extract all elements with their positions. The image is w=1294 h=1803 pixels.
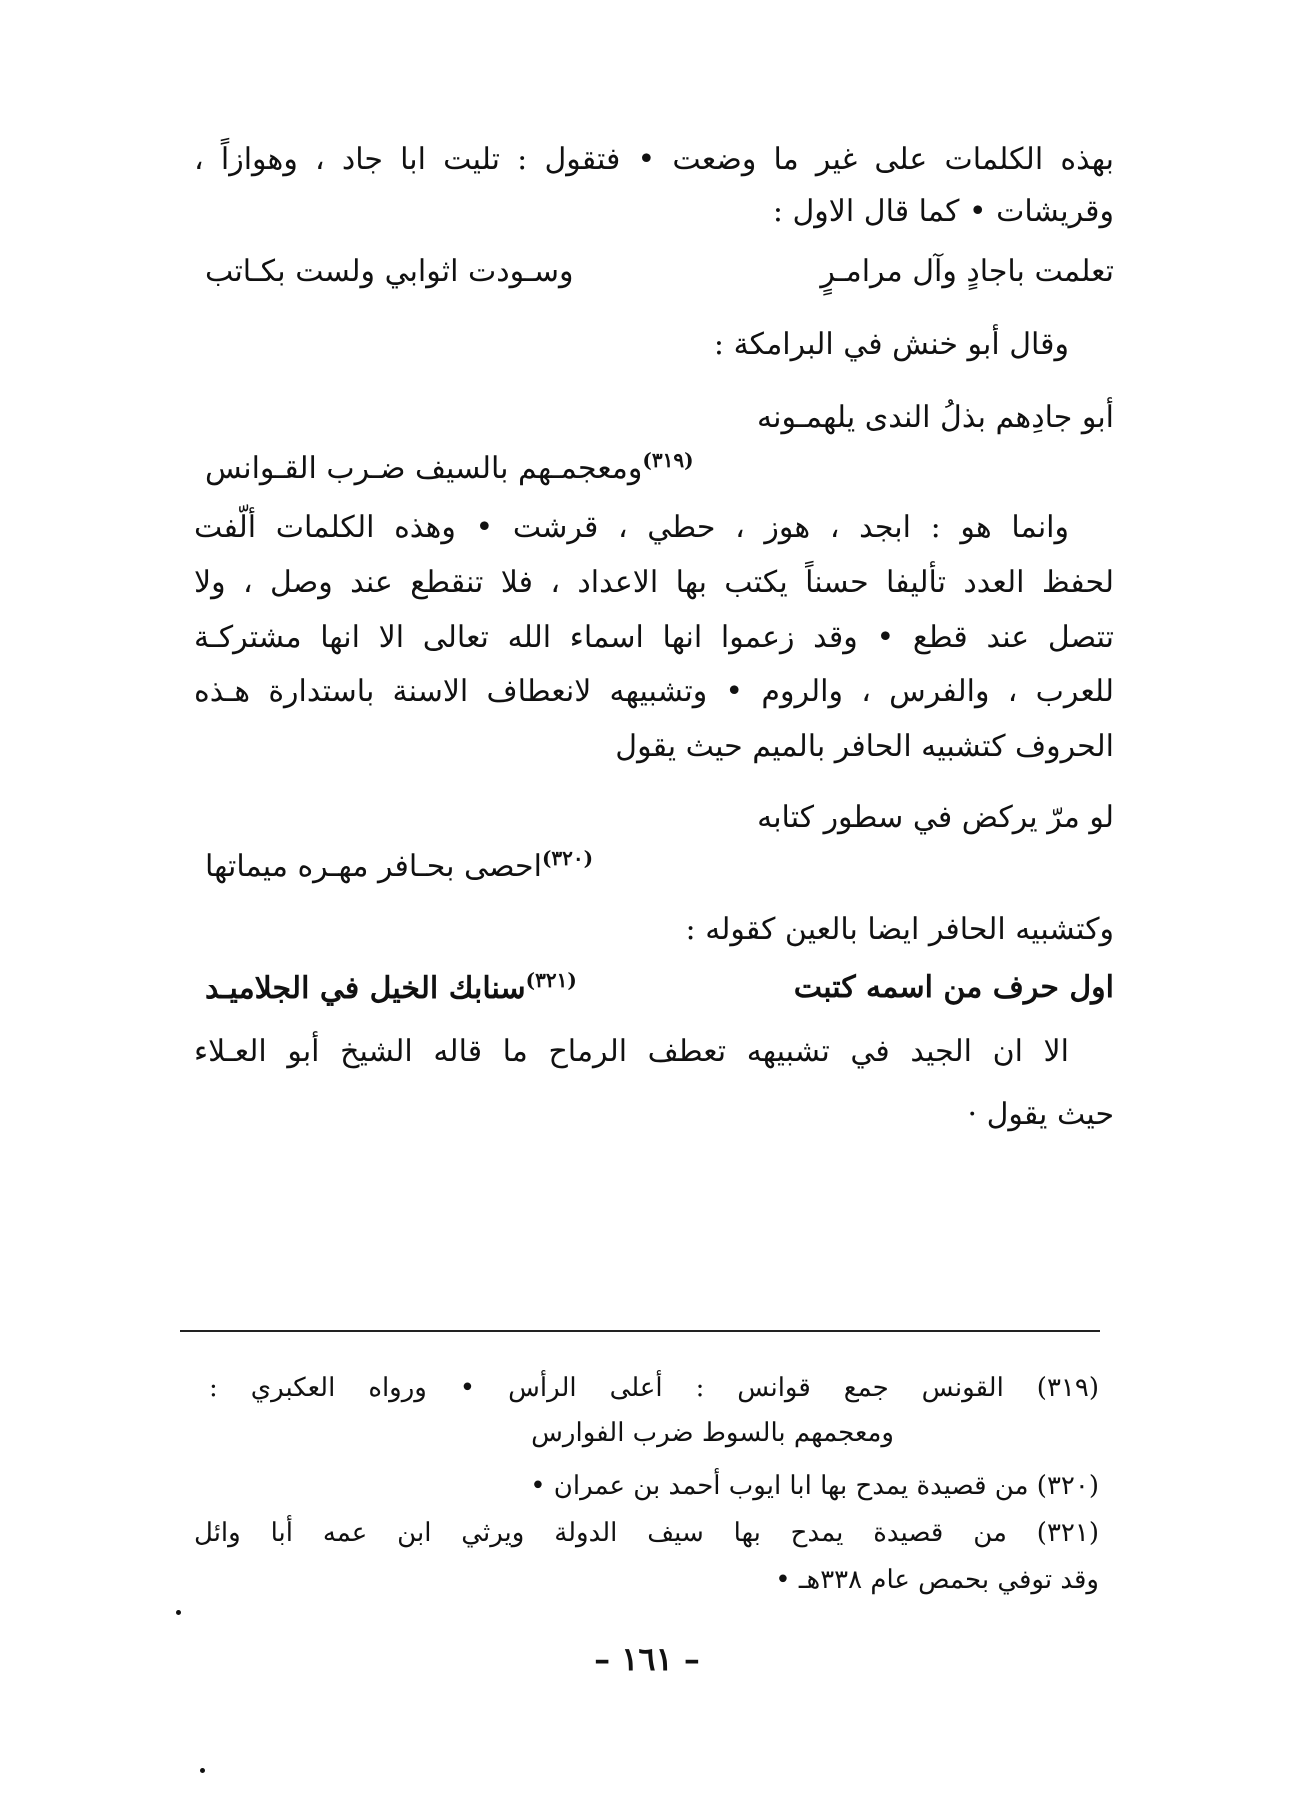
footnote-divider xyxy=(180,1330,1100,1332)
page-number: – ١٦١ – xyxy=(594,1640,700,1678)
footnote-319-continuation: ومعجمهم بالسوط ضرب الفوارس xyxy=(531,1418,894,1448)
verse-hemistich-left: وسـودت اثوابي ولست بكـاتب xyxy=(205,254,574,289)
footnote-marker: (٣٢٠) xyxy=(541,846,594,870)
body-line: وانما هو : ابجد ، هوز ، حطي ، قرشت • وهذه الكلمات ألّفت xyxy=(194,510,1069,545)
body-line: وكتشبيه الحافر ايضا بالعين كقوله : xyxy=(685,912,1114,947)
verse-text: احصى بحـافر مهـره ميماتها xyxy=(205,849,542,884)
scan-speck xyxy=(176,1610,181,1615)
footnote-marker: (٣٢١) xyxy=(525,968,577,992)
body-line: الا ان الجيد في تشبيهه تعطف الرماح ما قاله الشيخ أبو العـلاء xyxy=(194,1034,1069,1069)
verse-hemistich-left xyxy=(205,838,593,887)
scan-speck xyxy=(200,1768,205,1773)
body-line: تتصل عند قطع • وقد زعموا انها اسماء الله تعالى الا انها مشتركـة xyxy=(194,620,1114,655)
verse-hemistich-right: اول حرف من اسمه كتبت xyxy=(793,970,1114,1005)
verse-hemistich-right: لو مرّ يركض في سطور كتابه xyxy=(757,800,1114,835)
verse-hemistich-left xyxy=(205,440,694,489)
body-line: وقريشات • كما قال الاول : xyxy=(772,194,1114,229)
verse-text: ومعجمـهم بالسيف ضـرب القـوانس xyxy=(205,451,643,486)
footnote-marker: (٣١٩) xyxy=(642,448,694,472)
body-line: للعرب ، والفرس ، والروم • وتشبيهه لانعطاف الاسنة باستدارة هـذه xyxy=(194,674,1114,709)
body-line: بهذه الكلمات على غير ما وضعت • فتقول : تليت ابا جاد ، وهوازاً ، xyxy=(194,142,1114,177)
body-line: لحفظ العدد تأليفا حسناً يكتب بها الاعداد ، فلا تنقطع عند وصل ، ولا xyxy=(194,565,1114,600)
body-line: الحروف كتشبيه الحافر بالميم حيث يقول xyxy=(615,729,1114,764)
body-line: وقال أبو خنش في البرامكة : xyxy=(713,327,1069,362)
verse-hemistich-right: تعلمت باجادٍ وآل مرامـرٍ xyxy=(820,254,1114,289)
footnote-320: (٣٢٠) من قصيدة يمدح بها ابا ايوب أحمد بن عمران • xyxy=(530,1471,1099,1501)
footnote-321: (٣٢١) من قصيدة يمدح بها سيف الدولة ويرثي ابن عمه أبا وائل xyxy=(194,1518,1099,1548)
footnote-321-continuation: وقد توفي بحمص عام ٣٣٨هـ • xyxy=(775,1565,1099,1595)
verse-hemistich-right: أبو جادِهم بذلُ الندى يلهمـونه xyxy=(757,400,1114,435)
verse-text: سنابك الخيل في الجلاميـد xyxy=(205,971,526,1006)
verse-hemistich-left xyxy=(205,960,577,1009)
footnote-319: (٣١٩) القونس جمع قوانس : أعلى الرأس • ورواه العكبري : xyxy=(209,1373,1099,1403)
body-line: حيث يقول · xyxy=(967,1097,1114,1132)
